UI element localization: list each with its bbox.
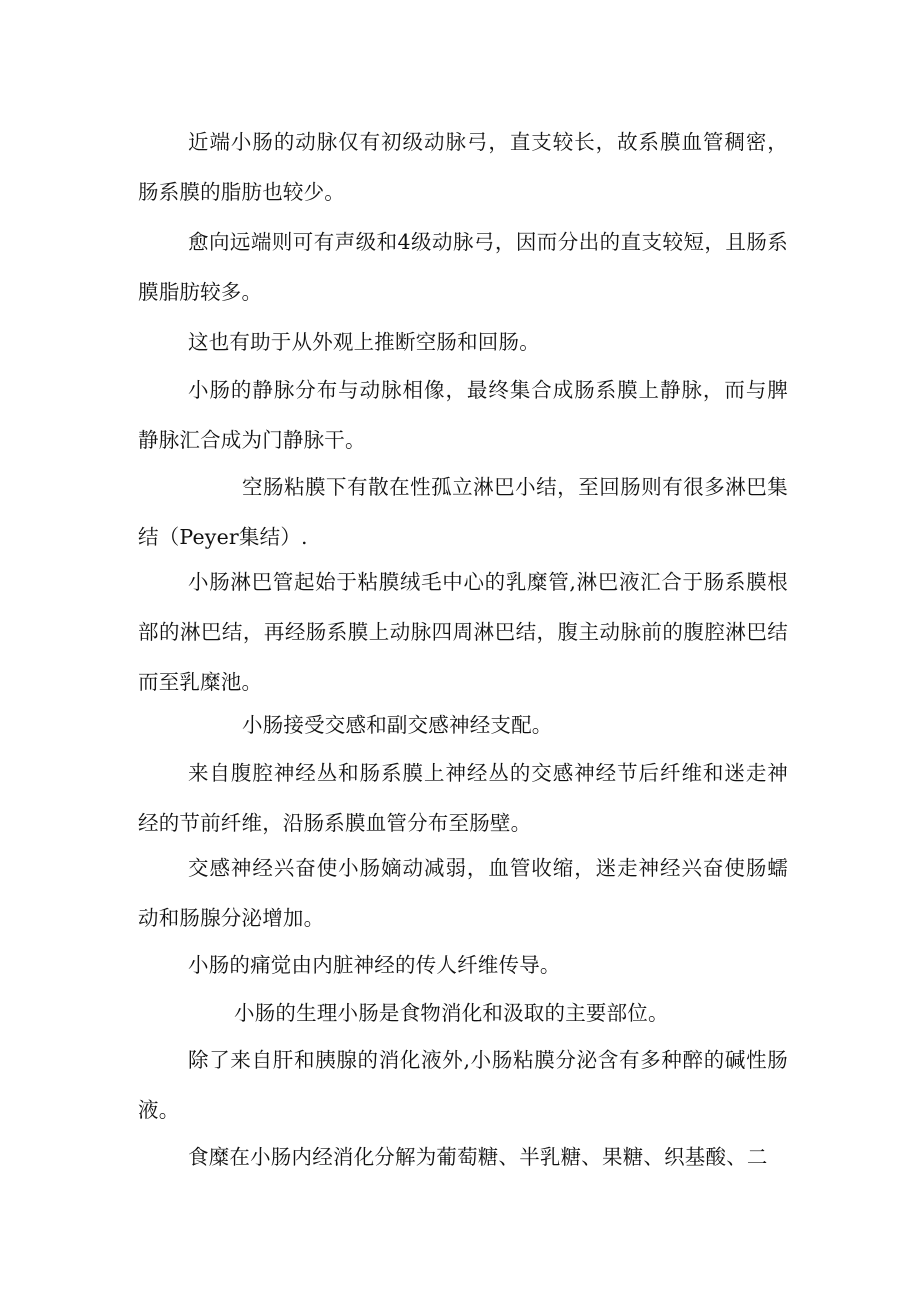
paragraph-13: 食糜在小肠内经消化分解为葡萄糖、半乳糖、果糖、织基酸、二 (188, 1145, 768, 1169)
paragraph-9: 交感神经兴奋使小肠嫡动减弱，血管收缩，迷走神经兴奋使肠蠕动和肠腺分泌增加。 (138, 856, 788, 930)
paragraph-12: 除了来自肝和胰腺的消化液外,小肠粘膜分泌含有多种醉的碱性肠液。 (138, 1048, 788, 1122)
paragraph-7: 小肠接受交感和副交感神经支配。 (242, 713, 553, 737)
paragraph-4: 小肠的静脉分布与动脉相像，最终集合成肠系膜上静脉，而与脾静脉汇合成为门静脉干。 (138, 378, 788, 452)
paragraph-8: 来自腹腔神经丛和肠系膜上神经丛的交感神经节后纤维和迷走神经的节前纤维，沿肠系膜血管分布至肠壁。 (138, 761, 788, 835)
paragraph-6: 小肠淋巴管起始于粘膜绒毛中心的乳糜管,淋巴液汇合于肠系膜根部的淋巴结，再经肠系膜上动脉四周淋巴结，腹主动脉前的腹腔淋巴结而至乳糜池。 (138, 570, 788, 694)
paragraph-10: 小肠的痛觉由内脏神经的传人纤维传导。 (188, 953, 561, 977)
paragraph-3: 这也有助于从外观上推断空肠和回肠。 (188, 330, 540, 354)
paragraph-1: 近端小肠的动脉仅有初级动脉弓，直支较长，故系膜血管稠密，肠系膜的脂肪也较少。 (138, 130, 788, 204)
paragraph-2: 愈向远端则可有声级和4级动脉弓，因而分出的直支较短，且肠系膜脂肪较多。 (138, 230, 788, 304)
paragraph-11: 小肠的生理小肠是食物消化和汲取的主要部位。 (234, 1001, 669, 1025)
paragraph-5: 空肠粘膜下有散在性孤立淋巴小结，至回肠则有很多淋巴集结（Peyer集结）. (138, 475, 788, 549)
